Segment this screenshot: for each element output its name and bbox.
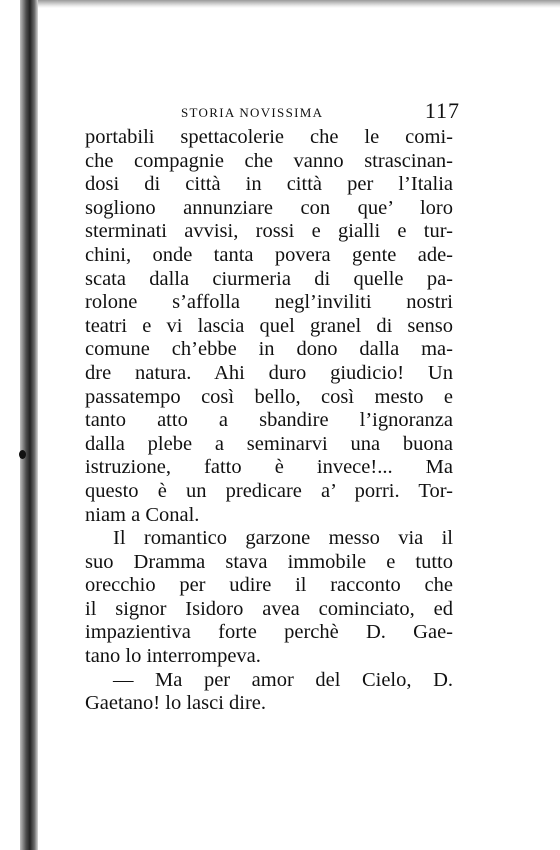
text-line: teatri e vi lascia quel granel di senso — [85, 314, 453, 337]
margin-ink-dot — [19, 450, 26, 459]
text-line: — Ma per amor del Cielo, D. — [113, 668, 453, 691]
text-line: impazientiva forte perchè D. Gae- — [85, 621, 453, 644]
page-header — [85, 100, 460, 126]
book-spine-shadow — [20, 0, 38, 850]
text-line: suo Dramma stava immobile e tutto — [85, 550, 453, 573]
text-line: Il romantico garzone messo via il — [113, 527, 453, 550]
text-line: passatempo così bello, così mesto e — [85, 385, 453, 408]
page-top-edge — [38, 0, 560, 8]
text-line: portabili spettacolerie che le comi- — [85, 126, 453, 148]
text-line: il signor Isidoro avea cominciato, ed — [85, 597, 453, 620]
text-line: tanto atto a sbandire l’ignoranza — [85, 409, 453, 432]
text-line: sterminati avvisi, rossi e gialli e tur- — [85, 220, 453, 243]
text-line: che compagnie che vanno strascinan- — [85, 149, 453, 172]
text-line: questo è un predicare a’ porri. Tor- — [85, 479, 453, 502]
text-line: tano lo interrompeva. — [85, 645, 261, 668]
text-line: sogliono annunziare con que’ loro — [85, 196, 453, 219]
text-line: orecchio per udire il racconto che — [85, 574, 453, 597]
body-text — [85, 126, 453, 716]
text-line: chini, onde tanta povera gente ade- — [85, 243, 453, 266]
text-line: niam a Conal. — [85, 503, 200, 526]
text-line: dalla plebe a seminarvi una buona — [85, 432, 453, 455]
text-line: rolone s’affolla negl’inviliti nostri — [85, 291, 453, 314]
text-line: istruzione, fatto è invece!... Ma — [85, 456, 453, 479]
page-number: 117 — [424, 98, 460, 123]
running-title: STORIA NOVISSIMA — [181, 105, 324, 120]
text-line: dre natura. Ahi duro giudicio! Un — [85, 361, 453, 384]
text-line: comune ch’ebbe in dono dalla ma- — [85, 338, 453, 361]
text-line: scata dalla ciurmeria di quelle pa- — [85, 267, 453, 290]
text-line: dosi di città in città per l’Italia — [85, 173, 453, 196]
text-line: Gaetano! lo lasci dire. — [85, 692, 267, 715]
